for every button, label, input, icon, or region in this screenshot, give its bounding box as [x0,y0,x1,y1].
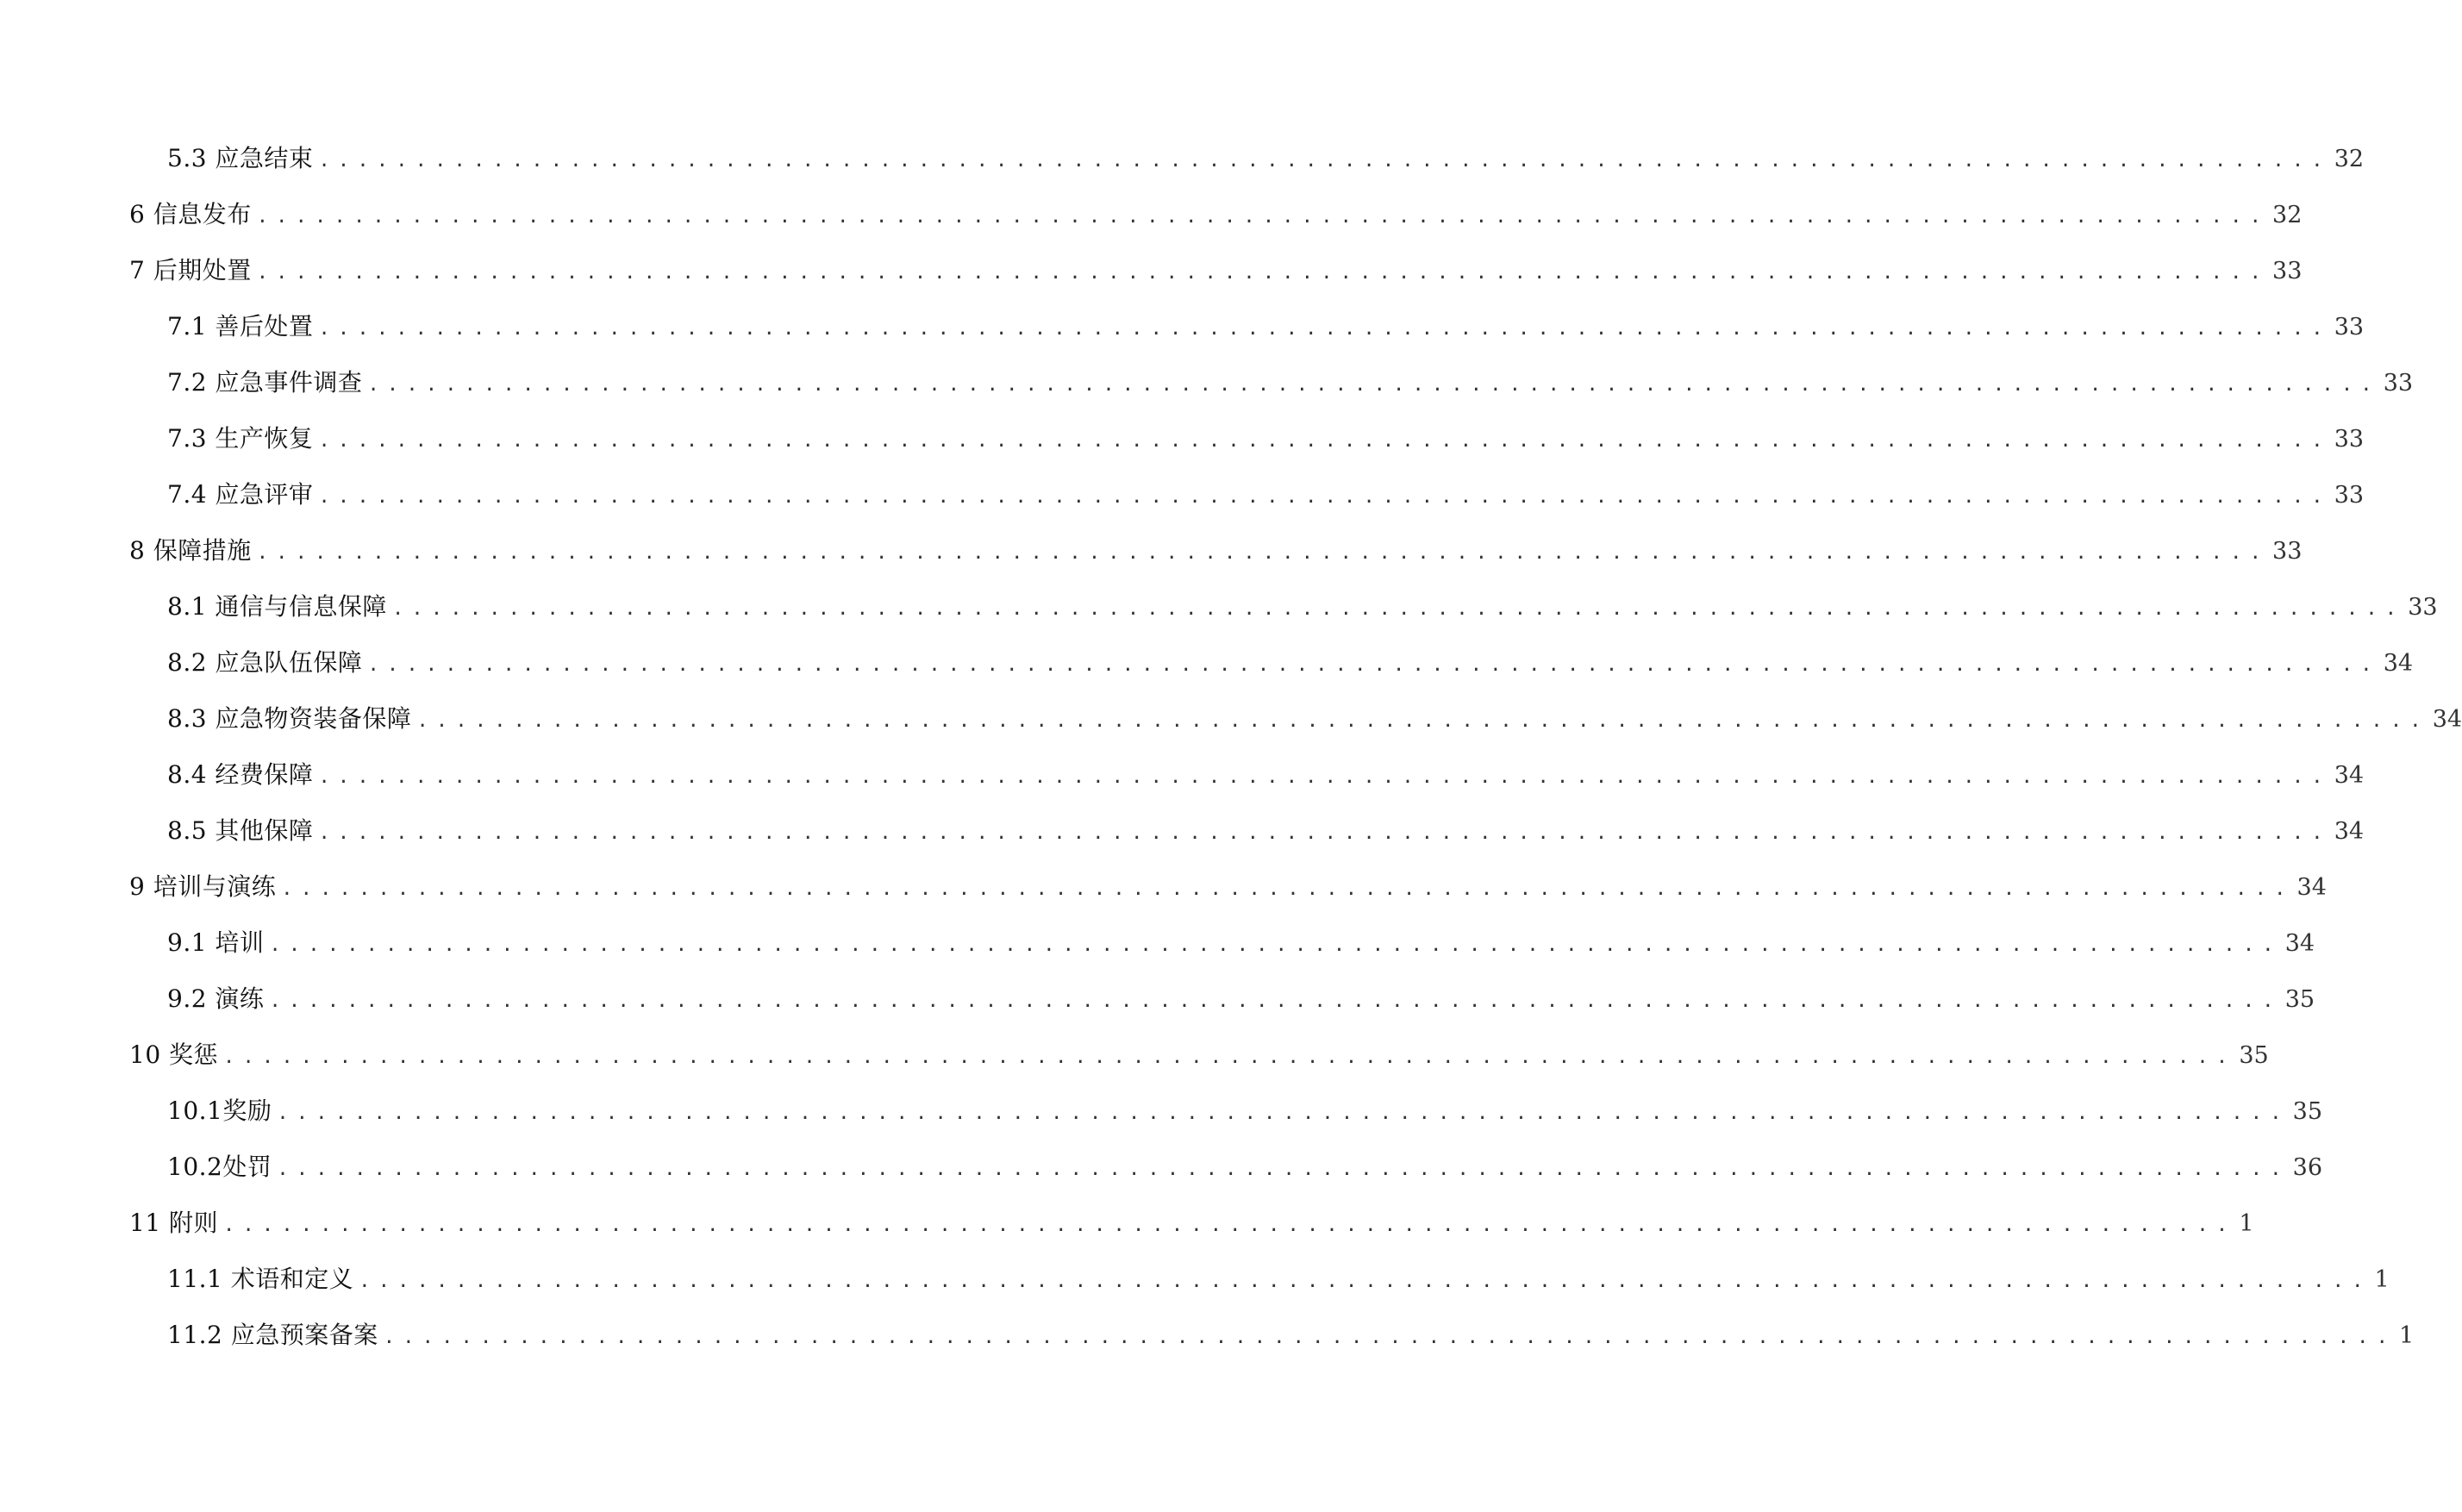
toc-entry[interactable] [167,814,2365,848]
toc-entry-label: 9.1 培训 [167,928,265,957]
toc-entry[interactable] [167,982,2315,1016]
toc-entry-page: 34 [2334,762,2365,789]
dot-leader: ........................................................................................................ [281,878,2294,900]
toc-entry-page: 34 [2383,650,2414,677]
toc-entry-page: 32 [2334,146,2365,172]
dot-leader: ........................................................................................................ [318,430,2331,452]
toc-entry-label: 8.4 经费保障 [167,760,314,789]
toc-entry-label: 8 保障措施 [129,536,252,565]
dot-leader: ........................................................................................................ [367,374,2380,396]
toc-entry-label: 6 信息发布 [129,200,252,228]
toc-entry-page: 1 [2399,1322,2415,1349]
dot-leader: ........................................................................................................ [318,766,2331,788]
toc-entry-label: 10.1奖励 [167,1097,272,1125]
toc-entry-page: 33 [2272,258,2303,284]
toc-entry-label: 7.1 善后处置 [167,312,314,341]
toc-entry[interactable] [129,1038,2269,1072]
toc-entry-page: 35 [2284,986,2315,1013]
toc-entry-page: 34 [2432,706,2462,733]
toc-entry-page: 36 [2292,1154,2323,1181]
toc-entry[interactable] [129,253,2303,288]
toc-entry-label: 9 培训与演练 [129,872,277,901]
dot-leader: ........................................................................................................ [223,1047,2236,1068]
toc-entry-page: 33 [2408,594,2438,621]
toc-entry-page: 33 [2334,482,2365,509]
toc-entry[interactable] [167,926,2315,960]
toc-entry-page: 35 [2239,1042,2269,1069]
dot-leader: ........................................................................................................ [318,486,2331,508]
toc-entry[interactable] [167,702,2462,736]
toc-entry[interactable] [167,1094,2323,1128]
dot-leader: ........................................................................................................ [269,934,2282,956]
toc-entry[interactable] [129,1206,2254,1240]
toc-entry-page: 1 [2374,1266,2390,1293]
toc-entry-label: 11.1 术语和定义 [167,1265,354,1293]
toc-entry[interactable] [129,534,2303,568]
toc-entry[interactable] [129,197,2303,232]
toc-entry-label: 7.3 生产恢复 [167,424,314,453]
toc-entry-page: 33 [2272,538,2303,565]
toc-entry[interactable] [167,1318,2415,1353]
toc-entry-label: 11.2 应急预案备案 [167,1321,378,1349]
toc-entry-label: 8.2 应急队伍保障 [167,648,363,677]
dot-leader: ........................................................................................................ [383,1327,2396,1348]
toc-entry-label: 8.5 其他保障 [167,816,314,845]
dot-leader: ........................................................................................................ [318,822,2331,844]
dot-leader: ........................................................................................................ [277,1103,2290,1124]
toc-entry-page: 34 [2334,818,2365,845]
toc-entry[interactable] [167,758,2365,792]
toc-entry-page: 33 [2383,370,2414,397]
toc-entry-page: 33 [2334,314,2365,341]
dot-leader: ........................................................................................................ [359,1271,2371,1292]
dot-leader: ........................................................................................................ [318,318,2331,340]
toc-entry[interactable] [167,590,2438,624]
toc-entry[interactable] [167,1262,2390,1296]
toc-entry[interactable] [167,1150,2323,1184]
toc-entry-label: 10.2处罚 [167,1153,272,1181]
toc-entry-page: 33 [2334,426,2365,453]
dot-leader: ........................................................................................................ [416,710,2429,732]
dot-leader: ........................................................................................................ [256,542,2270,564]
toc-entry-label: 9.2 演练 [167,984,265,1013]
toc-entry-page: 34 [2284,930,2315,957]
toc-entry-label: 8.1 通信与信息保障 [167,592,387,621]
toc-entry[interactable] [167,141,2365,176]
toc-entry-label: 7 后期处置 [129,256,252,284]
dot-leader: ........................................................................................................ [367,654,2380,676]
toc-entry[interactable] [129,870,2327,904]
toc-entry[interactable] [167,646,2414,680]
toc-entry-label: 5.3 应急结束 [167,144,314,172]
toc-entry[interactable] [167,309,2365,344]
toc-entry[interactable] [167,478,2365,512]
dot-leader: ........................................................................................................ [256,262,2270,284]
dot-leader: ........................................................................................................ [391,598,2405,620]
toc-entry[interactable] [167,422,2365,456]
dot-leader: ........................................................................................................ [269,990,2282,1012]
toc-entry-label: 10 奖惩 [129,1040,219,1069]
dot-leader: ........................................................................................................ [277,1159,2290,1180]
dot-leader: ........................................................................................................ [256,206,2270,228]
toc-entry-label: 11 附则 [129,1209,219,1237]
toc-entry-page: 32 [2272,202,2303,228]
toc-entry-label: 7.2 应急事件调查 [167,368,363,397]
dot-leader: ........................................................................................................ [223,1215,2236,1236]
toc-entry-label: 7.4 应急评审 [167,480,314,509]
toc-entry-page: 35 [2292,1098,2323,1125]
toc-entry[interactable] [167,366,2414,400]
dot-leader: ........................................................................................................ [318,150,2331,172]
toc-entry-page: 34 [2296,874,2327,901]
toc-entry-label: 8.3 应急物资装备保障 [167,704,412,733]
toc-entry-page: 1 [2239,1210,2254,1237]
